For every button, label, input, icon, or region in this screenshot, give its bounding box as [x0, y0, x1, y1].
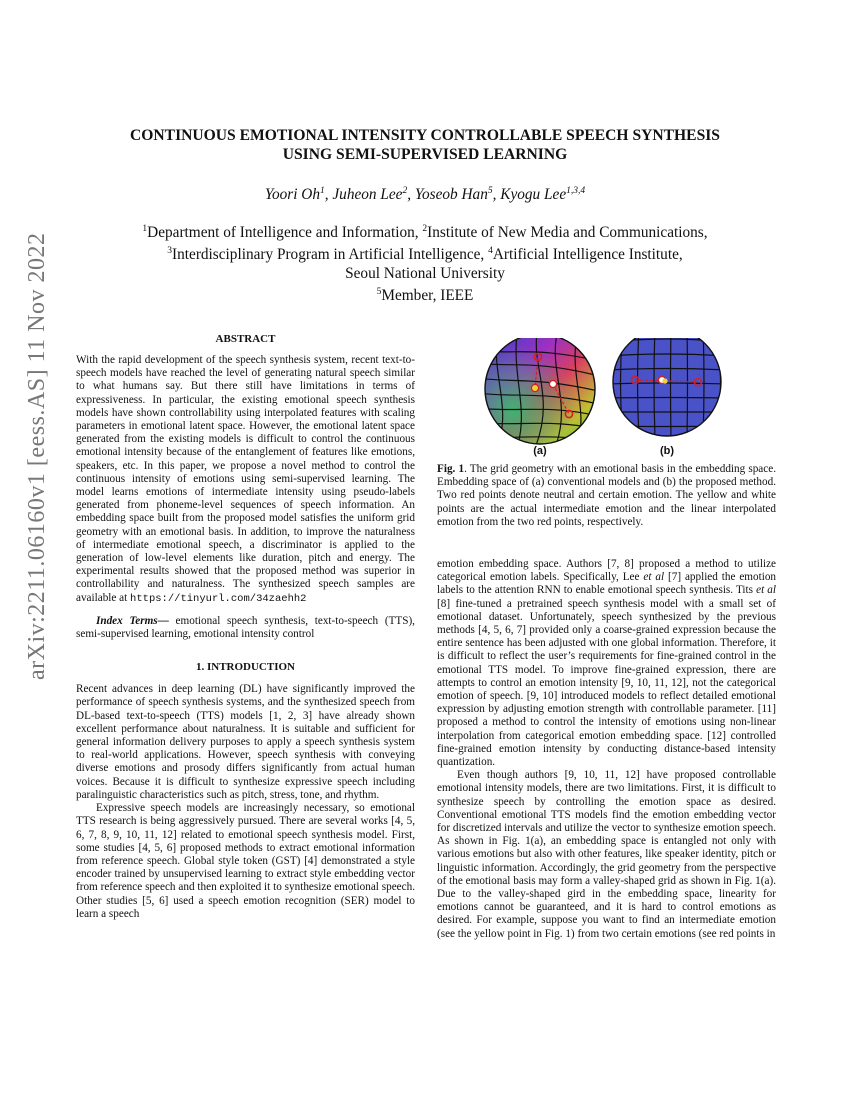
introduction-heading: 1. INTRODUCTION [195, 661, 295, 674]
author-3: Yoseob Han$^5$, [414, 186, 501, 204]
right-column-body [437, 558, 776, 941]
right-paragraph-1: emotion embedding space. Authors [7, 8] proposed a method to utilize categorical emotion labels. Specifically, Lee et al [7] applied the emotion labels to the attention RNN to enable emotional speech synthesis. Tits et al [8] fine-tuned a pretrained speech synthesis model with a small set of emotional dataset. Unfortunately, speech synthesized by the previous methods [4, 5, 6, 7] provided only a coarse-grained expression because the entire sentence has been adjusted with one global information. Therefore, it is difficult to reflect the user’s requirements for fine-grained control in the emotional TTS model. To improve fine-grained expression, there are attempts to control an emotion intensity [9, 10, 11, 12], not the categorical emotion of speech. [9, 10] introduced models to reflect detailed emotional expression by adjusting emotion strength with controllable parameter. [11] proposed a method to control the intensity of emotions using non-linear interpolation from categorical emotion embedding space. [12] controlled fine-grained emotion intensity by conducting distance-based intensity quantization. [437, 558, 777, 769]
arxiv-id-text: arXiv:2211.06160v1 [eess.AS] 11 Nov 2022 [24, 232, 50, 680]
yellow-point-a [531, 384, 538, 391]
samples-url-link[interactable]: https://tinyurl.com/34zaehh2 [130, 592, 307, 605]
title-line-2: USING SEMI-SUPERVISED LEARNING [282, 146, 568, 163]
figure-1 [437, 338, 776, 458]
abstract-heading: ABSTRACT [215, 333, 276, 345]
right-paragraph-2: Even though authors [9, 10, 11, 12] have proposed controllable emotional intensity models, there are two limitations. First, it is difficult to synthesize speech by controlling the emotion space as desired. Conventional emotional TTS models find the emotion embedding vector for discretized intervals and utilize the vector to synthesize emotion speech. As shown in Fig. 1(a), an embedding space is entangled not only with various emotions but also with other features, like speaker identity, pitch or linguistic information. Accordingly, the grid geometry from the perspective of the emotional basis may form a valley-shaped grid as shown in Fig. 1(a). Due to the valley-shaped gird in the embedding space, linearity for emotions cannot be guaranteed, and it is hard to control emotions as desired. For example, suppose you want to find an intermediate emotion (see the yellow point in Fig. 1) from two certain emotions (see red points in [437, 769, 776, 940]
author-2: Juheon Lee$^2$, [332, 186, 415, 204]
affiliation-line-4: $^5$Member, IEEE [376, 287, 474, 305]
panel-a-label: (a) [533, 445, 547, 457]
arxiv-margin-identifier [16, 232, 56, 690]
panel-a-embedding-space [477, 338, 607, 448]
intro-paragraph-2: Expressive speech models are increasingly necessary, so emotional TTS research is being aggressively pursued. There are several works [4, 5, 6, 7, 8, 9, 10, 11, 12] related to emotional speech synthesis model. First, some studies [4, 5, 6] proposed methods to extract emotional information from reference speech. Global style token (GST) [4] demonstrated a style encoder trained by unsupervised learning to extract style embedding vector from reference speech and then exploited it to synthesize emotional speech. Other studies [5, 6] used a speech emotion recognition (SER) model to learn a speech [76, 802, 415, 920]
left-column [76, 333, 415, 921]
affiliation-line-2: $^3$Interdisciplinary Program in Artificial Intelligence, $^4$Artificial Intelligence Institute, [167, 246, 683, 264]
author-4: Kyogu Lee$^{1,3,4}$ [500, 186, 586, 204]
white-point-a [549, 380, 556, 387]
paper-title [80, 126, 770, 164]
index-terms: Index Terms— emotional speech synthesis, text-to-speech (TTS), semi-supervised learning, emotional intensity control [76, 614, 415, 641]
title-line-1: CONTINUOUS EMOTIONAL INTENSITY CONTROLLABLE SPEECH SYNTHESIS [130, 127, 720, 144]
affiliations [80, 220, 770, 305]
affiliation-university: Seoul National University [345, 265, 505, 283]
figure-1-caption: Fig. 1. The grid geometry with an emotional basis in the embedding space. Embedding space of (a) conventional models and (b) the proposed method. Two red points denote neutral and certain emotion. The yellow and white points are the actual intermediate emotion and the linear interpolated emotion from the two red points, respectively. [437, 463, 776, 528]
abstract-body: With the rapid development of the speech synthesis system, recent text-to-speech models have reached the level of generating natural speech similar to what humans say. But there still have limitations in terms of expressiveness. In particular, the existing emotional speech synthesis models have shown controllability using interpolated features with scaling parameters in emotional latent space. However, the emotional latent space generated from the existing models is difficult to control the continuous emotional intensity because of the entanglement of features like emotions, speakers, etc. In this paper, we propose a novel method to control the continuous intensity of emotions using semi-supervised learning. The model learns emotions of intermediate intensity using pseudo-labels generated from phoneme-level sequences of speech information. An embedding space built from the proposed model satisfies the uniform grid geometry with an emotional basis. In addition, to improve the naturalness of intermediate emotional speech, a discriminator is applied to the generation of low-level elements like duration, pitch and energy. The experimental results showed that the proposed method was superior in controllability and naturalness. The synthesized speech samples are available at https://tinyurl.com/34zaehh2 [76, 354, 415, 605]
affiliation-line-1: $^1$Department of Intelligence and Information, $^2$Institute of New Media and Communications, [142, 224, 708, 242]
intro-paragraph-1: Recent advances in deep learning (DL) have significantly improved the performance of speech synthesis systems, and the synthesized speech from DL-based text-to-speech (TTS) models [1, 2, 3] have already shown excellent performance about naturalness. It is suitable and sufficient for general information delivery purposes to apply a speech synthesis system to real-world applications. However, speech synthesis with conveying diverse emotions and prosody differs significantly from actual human voices. Because it is difficult to synthesize expressive speech including paralinguistic characteristics such as pitch, stress, tone, and rhythm. [76, 683, 415, 801]
figure-caption-label: Fig. 1 [437, 463, 465, 475]
author-list [80, 186, 770, 204]
yellow-point-b [662, 378, 667, 383]
author-1: Yoori Oh$^1$, [264, 186, 333, 204]
panel-b-label: (b) [659, 445, 675, 457]
introduction-body [76, 683, 415, 921]
panel-b-embedding-space [607, 338, 727, 438]
figure-1-graphic [437, 338, 776, 458]
